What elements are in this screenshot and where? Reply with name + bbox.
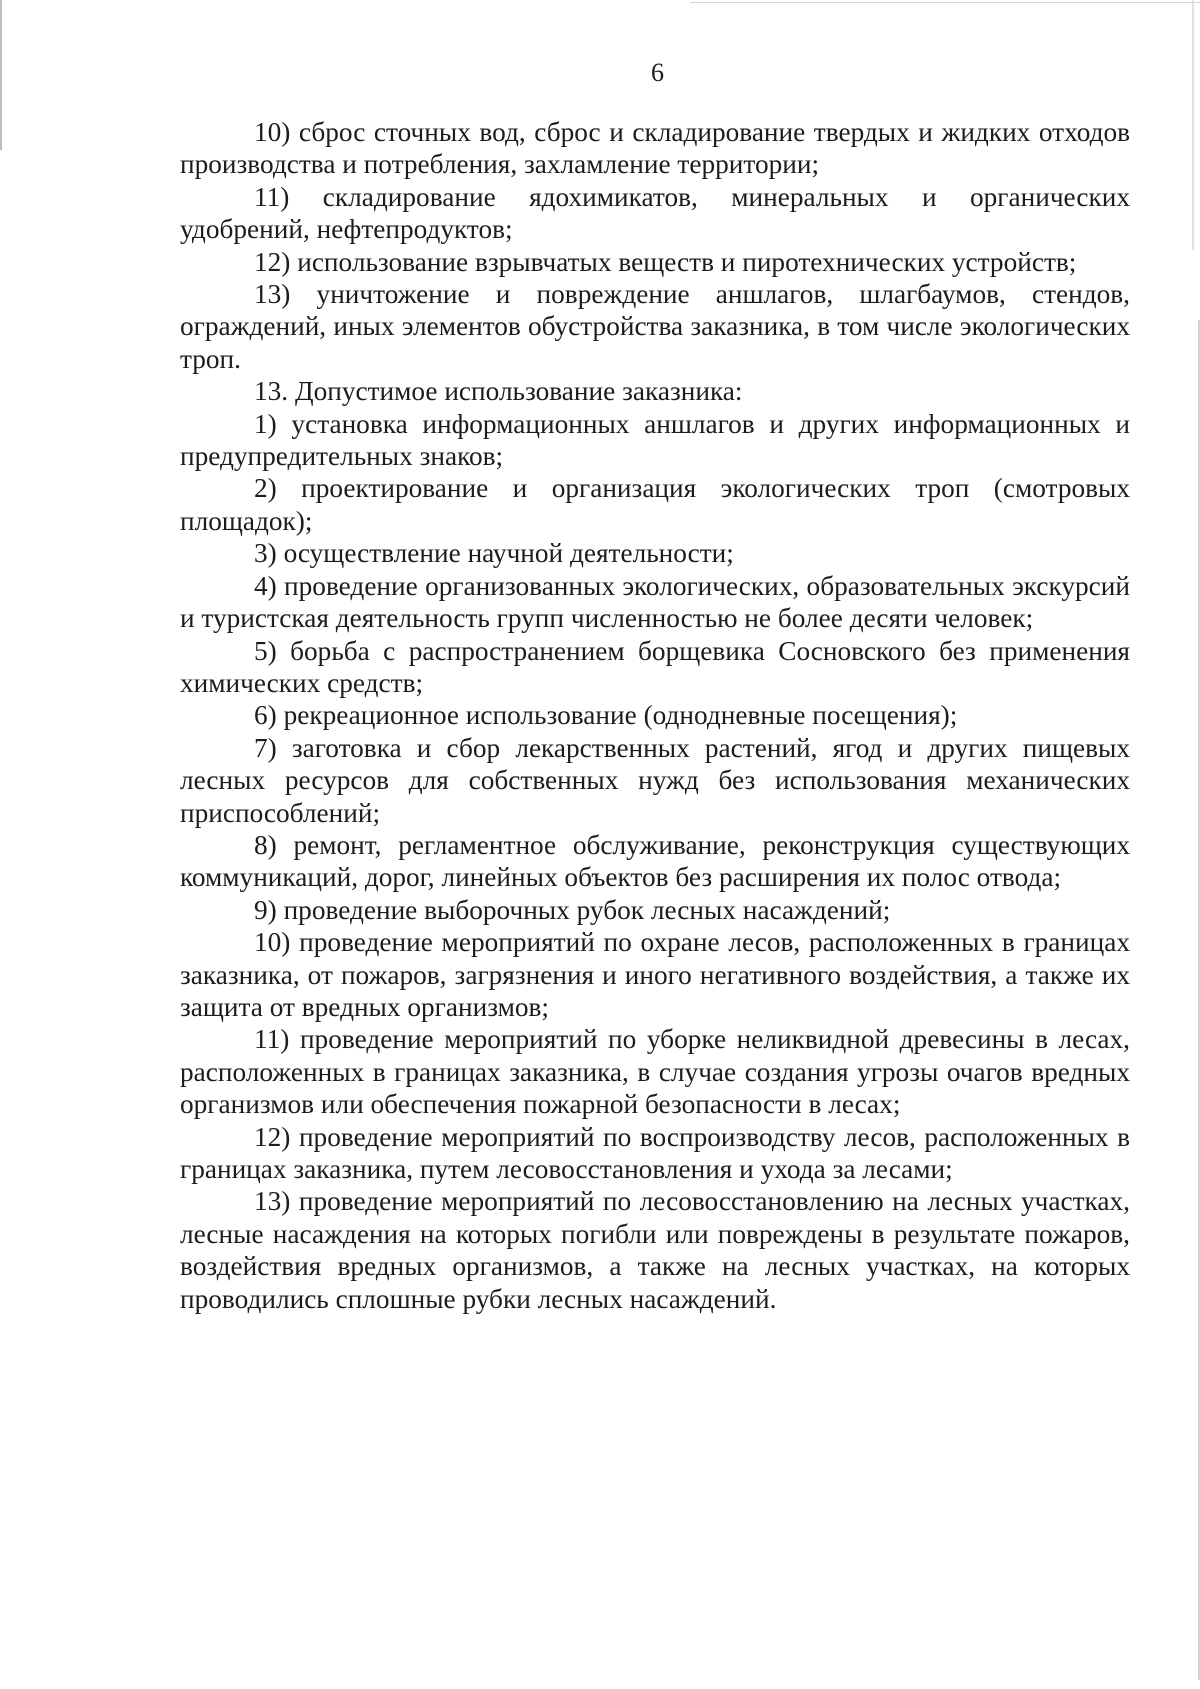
scan-top-line — [690, 2, 1200, 3]
paragraph-item-12-explosives: 12) использование взрывчатых веществ и пиротехнических устройств; — [254, 246, 1077, 277]
scan-edge-right-top — [1192, 0, 1194, 250]
paragraph-item-6-recreation: 6) рекреационное использование (однодневные посещения); — [254, 700, 958, 731]
paragraph-item-13-reforestation: 13) проведение мероприятий по лесовосстановлению на лесных участках, лесные насаждения на которых погибли или повреждены в результате пожаров, воздействия вредных организмов, а также на лесных участках, на которых проводились сплошные рубки лесных насаждений. — [180, 1186, 1130, 1314]
paragraph-item-1-signs: 1) установка информационных аншлагов и других информационных и предупредительных знаков; — [180, 408, 1130, 472]
paragraph-item-4-excursions: 4) проведение организованных экологических, образовательных экскурсий и туристская деятельность групп численностью не более десяти человек; — [180, 570, 1130, 634]
paragraph-item-3-science: 3) осуществление научной деятельности; — [254, 538, 734, 569]
paragraph-item-2-trails: 2) проектирование и организация экологических троп (смотровых площадок); — [180, 473, 1130, 536]
paragraph-item-11-wood-cleanup: 11) проведение мероприятий по уборке неликвидной древесины в лесах, расположенных в границах заказника, в случае создания угрозы очагов вредных организмов или обеспечения пожарной безопасности в лесах; — [180, 1024, 1130, 1120]
paragraph-item-9-selective-felling: 9) проведение выборочных рубок лесных насаждений; — [254, 894, 891, 925]
section-heading-permitted-use: 13. Допустимое использование заказника: — [254, 376, 743, 407]
paragraph-item-11-chemicals: 11) складирование ядохимикатов, минеральных и органических удобрений, нефтепродуктов; — [180, 181, 1130, 245]
paragraph-item-12-reproduction: 12) проведение мероприятий по воспроизводству лесов, расположенных в границах заказника, путем лесовосстановления и ухода за лесами; — [180, 1121, 1130, 1184]
paragraph-item-7-harvesting: 7) заготовка и сбор лекарственных растений, ягод и других пищевых лесных ресурсов для собственных нужд без использования механических приспособлений; — [180, 732, 1130, 828]
paragraph-item-8-maintenance: 8) ремонт, регламентное обслуживание, реконструкция существующих коммуникаций, дорог, линейных объектов без расширения их полос отвода; — [180, 829, 1130, 893]
document-body — [180, 116, 1130, 1315]
paragraph-item-10-sewage: 10) сброс сточных вод, сброс и складирование твердых и жидких отходов производства и потребления, захламление территории; — [180, 117, 1130, 180]
paragraph-item-13-destruction: 13) уничтожение и повреждение аншлагов, шлагбаумов, стендов, ограждений, иных элементов обустройства заказника, в том числе экологических троп. — [180, 279, 1130, 374]
paragraph-item-5-hogweed: 5) борьба с распространением борщевика Сосновского без применения химических средств; — [180, 635, 1130, 698]
page-number: 6 — [651, 58, 664, 87]
paragraph-item-10-forest-protection: 10) проведение мероприятий по охране лесов, расположенных в границах заказника, от пожаров, загрязнения и иного негативного воздействия, а также их защита от вредных организмов; — [180, 927, 1130, 1022]
